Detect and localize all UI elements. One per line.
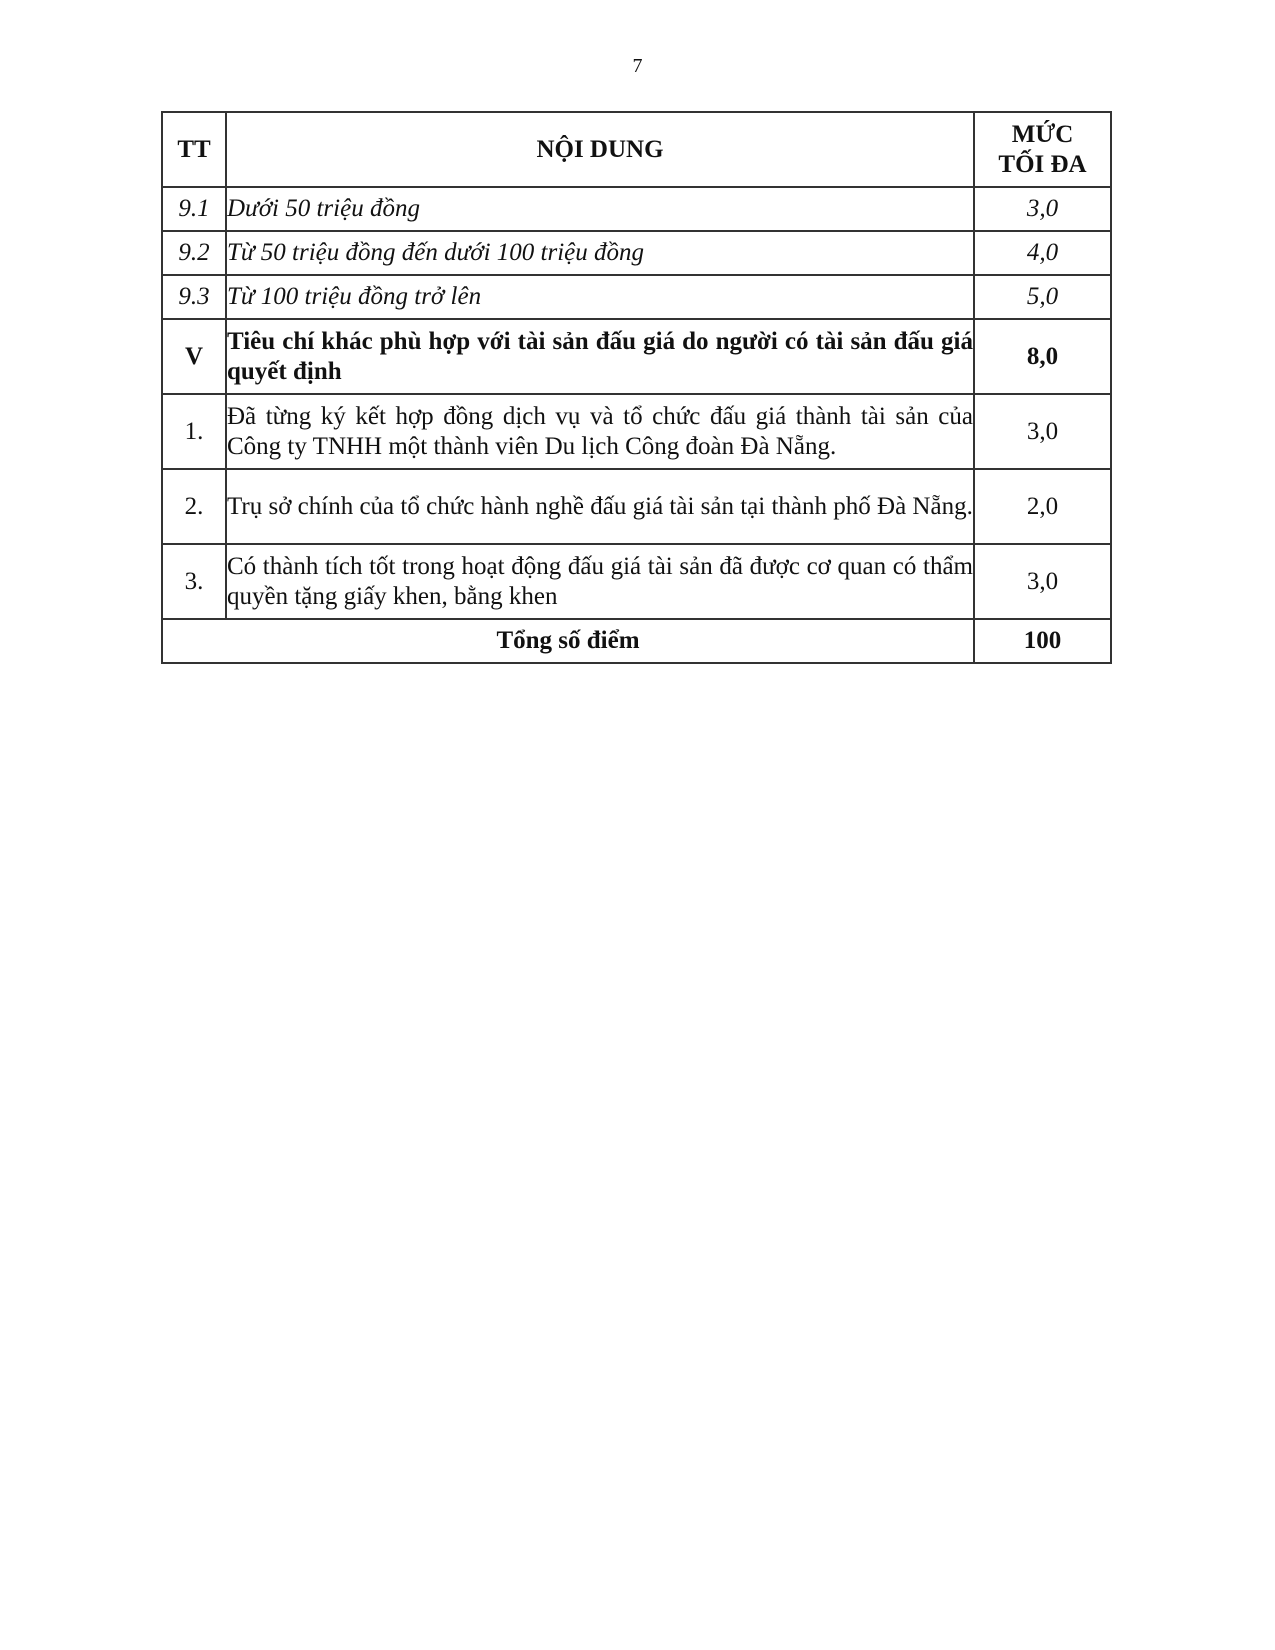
header-tt: TT — [162, 112, 226, 187]
row-tt: 2. — [162, 469, 226, 544]
row-max-score: 3,0 — [974, 394, 1111, 469]
row-max-score: 4,0 — [974, 231, 1111, 275]
row-tt: 1. — [162, 394, 226, 469]
row-max-score: 3,0 — [974, 187, 1111, 231]
row-max-score: 2,0 — [974, 469, 1111, 544]
row-content: Có thành tích tốt trong hoạt động đấu giá tài sản đã được cơ quan có thẩm quyền tặng giấy khen, bằng khen — [226, 544, 974, 619]
page-number: 7 — [632, 55, 643, 77]
table-section-row — [162, 319, 1111, 394]
table-row — [162, 187, 1111, 231]
table-row — [162, 231, 1111, 275]
table-row — [162, 275, 1111, 319]
table-row — [162, 469, 1111, 544]
total-label: Tổng số điểm — [162, 619, 974, 663]
row-content: Dưới 50 triệu đồng — [226, 187, 974, 231]
row-max-score: 5,0 — [974, 275, 1111, 319]
row-content: Đã từng ký kết hợp đồng dịch vụ và tổ chức đấu giá thành tài sản của Công ty TNHH một thành viên Du lịch Công đoàn Đà Nẵng. — [226, 394, 974, 469]
row-tt: 9.3 — [162, 275, 226, 319]
row-content: Từ 100 triệu đồng trở lên — [226, 275, 974, 319]
table-header-row — [162, 112, 1111, 187]
row-max-score: 8,0 — [974, 319, 1111, 394]
table-total-row — [162, 619, 1111, 663]
total-value: 100 — [974, 619, 1111, 663]
row-tt: 9.1 — [162, 187, 226, 231]
row-max-score: 3,0 — [974, 544, 1111, 619]
row-content: Trụ sở chính của tổ chức hành nghề đấu giá tài sản tại thành phố Đà Nẵng. — [226, 469, 974, 544]
row-content: Từ 50 triệu đồng đến dưới 100 triệu đồng — [226, 231, 974, 275]
row-tt: 9.2 — [162, 231, 226, 275]
table-row — [162, 544, 1111, 619]
scoring-criteria-table — [161, 111, 1112, 664]
row-tt: 3. — [162, 544, 226, 619]
row-tt: V — [162, 319, 226, 394]
table-row — [162, 394, 1111, 469]
row-content: Tiêu chí khác phù hợp với tài sản đấu giá do người có tài sản đấu giá quyết định — [226, 319, 974, 394]
header-content: NỘI DUNG — [226, 112, 974, 187]
header-max-score: MỨC TỐI ĐA — [974, 112, 1111, 187]
